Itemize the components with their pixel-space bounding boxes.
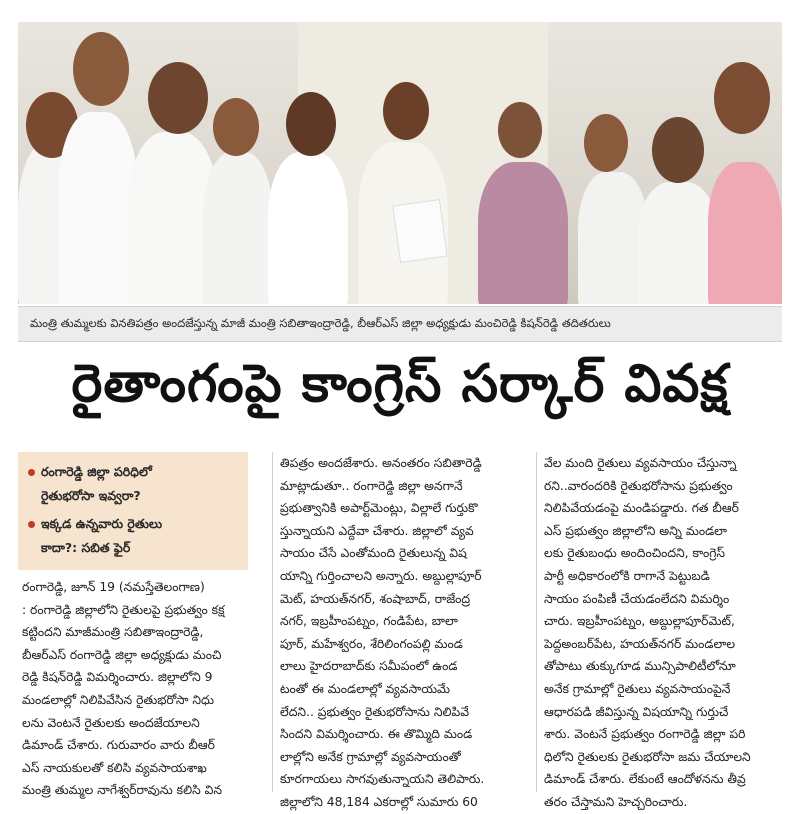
highlight-item xyxy=(41,540,130,559)
photo-person xyxy=(268,152,348,304)
article-line: లాలు హైదరాబాద్‌కు సమీపంలో ఉండ xyxy=(280,659,458,674)
article-line: మండలాల్లో నిలిపివేసిన రైతుభరోసా నిధు xyxy=(22,692,214,707)
article-line: లను వెంటనే రైతులకు అందజేయాలని xyxy=(22,715,200,730)
article-line: టంతో ఈ మండలాల్లో వ్యవసాయమే xyxy=(280,681,451,696)
article-line: తరం చేస్తామని హెచ్చరించారు. xyxy=(544,794,688,809)
article-column-2 xyxy=(280,452,530,814)
highlight-line: రైతుభరోసా ఇవ్వరా? xyxy=(41,488,141,503)
article-line: నగర్, ఇబ్రహీంపట్నం, గండిపేట, బాలా xyxy=(280,614,458,629)
photo-caption xyxy=(18,306,782,342)
highlight-box xyxy=(18,452,248,570)
article-line: లకు రైతుబంధు అందించిందని, కాంగ్రెస్ xyxy=(544,546,726,561)
article-line: మెట్, హయత్‌నగర్, శంషాబాద్, రాజేంద్ర xyxy=(280,591,471,606)
photo-person xyxy=(638,182,718,304)
highlight-item xyxy=(28,464,152,483)
highlight-line: కాదా?: సబిత ఫైర్ xyxy=(41,540,131,555)
article-line: తిపత్రం అందజేశారు. అనంతరం సబితారెడ్డి xyxy=(280,456,482,470)
article-line: బీఆర్ఎస్ రంగారెడ్డి జిల్లా అధ్యక్షుడు మంచి xyxy=(22,647,222,662)
article-line: తోపాటు తుక్కుగూడ మున్సిపాలిటీలోనూ xyxy=(544,659,736,674)
article-line: డిమాండ్ చేశారు. గురువారం వారు బీఆర్ xyxy=(22,738,215,753)
article-line: ఎస్ ప్రభుత్వం జిల్లాలోని అన్ని మండలా xyxy=(544,523,728,538)
article-line: శారు. వెంటనే ప్రభుత్వం రంగారెడ్డి జిల్లా పరి xyxy=(544,727,746,742)
photo-person-head xyxy=(73,32,129,106)
column-divider xyxy=(272,452,273,792)
photo-person-head xyxy=(148,62,208,134)
article-line: స్తున్నాయని ఎద్దేవా చేశారు. జిల్లాలో వ్యవ xyxy=(280,523,474,538)
highlight-item xyxy=(28,516,162,535)
article-line: ఎస్ నాయకులతో కలిసి వ్యవసాయశాఖ xyxy=(22,760,207,775)
headline xyxy=(14,350,786,430)
article-line: పెద్దఅంబర్‌పేట, హయత్‌నగర్ మండలాల xyxy=(544,636,736,651)
article-line: పార్టీ అధికారంలోకి రాగానే పెట్టుబడి xyxy=(544,568,710,583)
article-line: కట్టిందని మాజీమంత్రి సబితాఇంద్రారెడ్డి, xyxy=(22,625,204,640)
highlight-item xyxy=(41,488,141,507)
article-line: ఆధారపడి జీవిస్తున్న విషయాన్ని గుర్తుచే xyxy=(544,704,729,719)
article-line: సాయం పంపిణీ చేయడంలేదని విమర్శిం xyxy=(544,591,730,606)
photo-person xyxy=(708,162,782,304)
article-line: రంగారెడ్డి, జూన్ 19 (నమస్తేతెలంగాణ) xyxy=(22,580,205,594)
article-column-3 xyxy=(544,452,784,814)
article-line: సిందని విమర్శించారు. ఈ తొమ్మిది మండ xyxy=(280,727,473,742)
article-line: చారు. ఇబ్రహీంపట్నం, అబ్దుల్లాపూర్‌మెట్, xyxy=(544,614,735,629)
article-line: యాన్ని గుర్తించాలని అన్నారు. అబ్దుల్లాపూర్ xyxy=(280,568,482,583)
photo-person-head xyxy=(213,98,259,156)
photo-person-head xyxy=(714,62,770,134)
article-line: రని..వారందరికి రైతుభరోసాను ప్రభుత్వం xyxy=(544,478,733,493)
article-line: కూరగాయలు సాగవుతున్నాయని తెలిపారు. xyxy=(280,772,485,787)
photo-person-head xyxy=(584,114,628,172)
article-line: డిమాండ్ చేశారు. లేకుంటే ఆందోళనను తీవ్ర xyxy=(544,772,746,787)
photo-person xyxy=(478,162,568,304)
article-line: ప్రభుత్వానికి అపార్ట్‌మెంట్లు, విల్లాలే గుర్తుకొ xyxy=(280,501,478,516)
article-line: మంత్రి తుమ్మల నాగేశ్వర్‌రావును కలిసి విన xyxy=(22,783,223,798)
photo-person-head xyxy=(652,117,704,183)
article-line: ధిలోని రైతులకు రైతుభరోసా జమ చేయాలని xyxy=(544,749,751,764)
photo-person-head xyxy=(286,92,336,156)
photo-person xyxy=(58,112,138,304)
bullet-icon xyxy=(28,521,35,528)
article-line: పూర్, మహేశ్వరం, శేరిలింగంపల్లి మండ xyxy=(280,636,463,651)
photo-person-head xyxy=(383,82,429,140)
article-line: వేల మంది రైతులు వ్యవసాయం చేస్తున్నా xyxy=(544,456,737,470)
article-line: : రంగారెడ్డి జిల్లాలోని రైతులపై ప్రభుత్వం కక్ష xyxy=(22,602,225,617)
article-line: అనేక గ్రామాల్లో రైతులు వ్యవసాయంపైనే xyxy=(544,681,731,696)
news-photo xyxy=(18,22,782,304)
photo-caption-text: మంత్రి తుమ్మలకు వినతిపత్రం అందజేస్తున్న మాజీ మంత్రి సబితాఇంద్రారెడ్డి, బీఆర్ఎస్ జిల్లా అధ్యక్షుడు మంచిరెడ్డి కిషన్‌రెడ్డి తదితరులు xyxy=(30,315,611,330)
headline-text: రైతాంగంపై కాంగ్రెస్ సర్కార్ వివక్ష xyxy=(71,353,729,414)
article-line: నిలిపివేయడంపై మండిపడ్డారు. గత బీఆర్ xyxy=(544,501,739,516)
article-line: మాట్లాడుతూ.. రంగారెడ్డి జిల్లా అనగానే xyxy=(280,478,463,493)
article-line: లేదని.. ప్రభుత్వం రైతుభరోసాను నిలిపివే xyxy=(280,704,469,719)
bullet-icon xyxy=(28,469,35,476)
article-line: లాల్లోని అనేక గ్రామాల్లో వ్యవసాయంతో xyxy=(280,749,461,764)
photo-person xyxy=(203,152,273,304)
article-line: రెడ్డి కిషన్‌రెడ్డి విమర్శించారు. జిల్లాలోని 9 xyxy=(22,670,213,685)
column-divider xyxy=(536,452,537,792)
article-line: సాయం చేసే ఎంతోమంది రైతులున్న విష xyxy=(280,546,467,561)
photo-person-head xyxy=(498,102,542,158)
highlight-line: ఇక్కడ ఉన్నవారు రైతులు xyxy=(41,516,163,531)
article-line: జిల్లాలోని 48,184 ఎకరాల్లో సుమారు 60 xyxy=(280,794,478,809)
article-column-1 xyxy=(22,576,268,802)
highlight-line: రంగారెడ్డి జిల్లా పరిధిలో xyxy=(41,464,152,479)
petition-paper xyxy=(392,199,448,263)
